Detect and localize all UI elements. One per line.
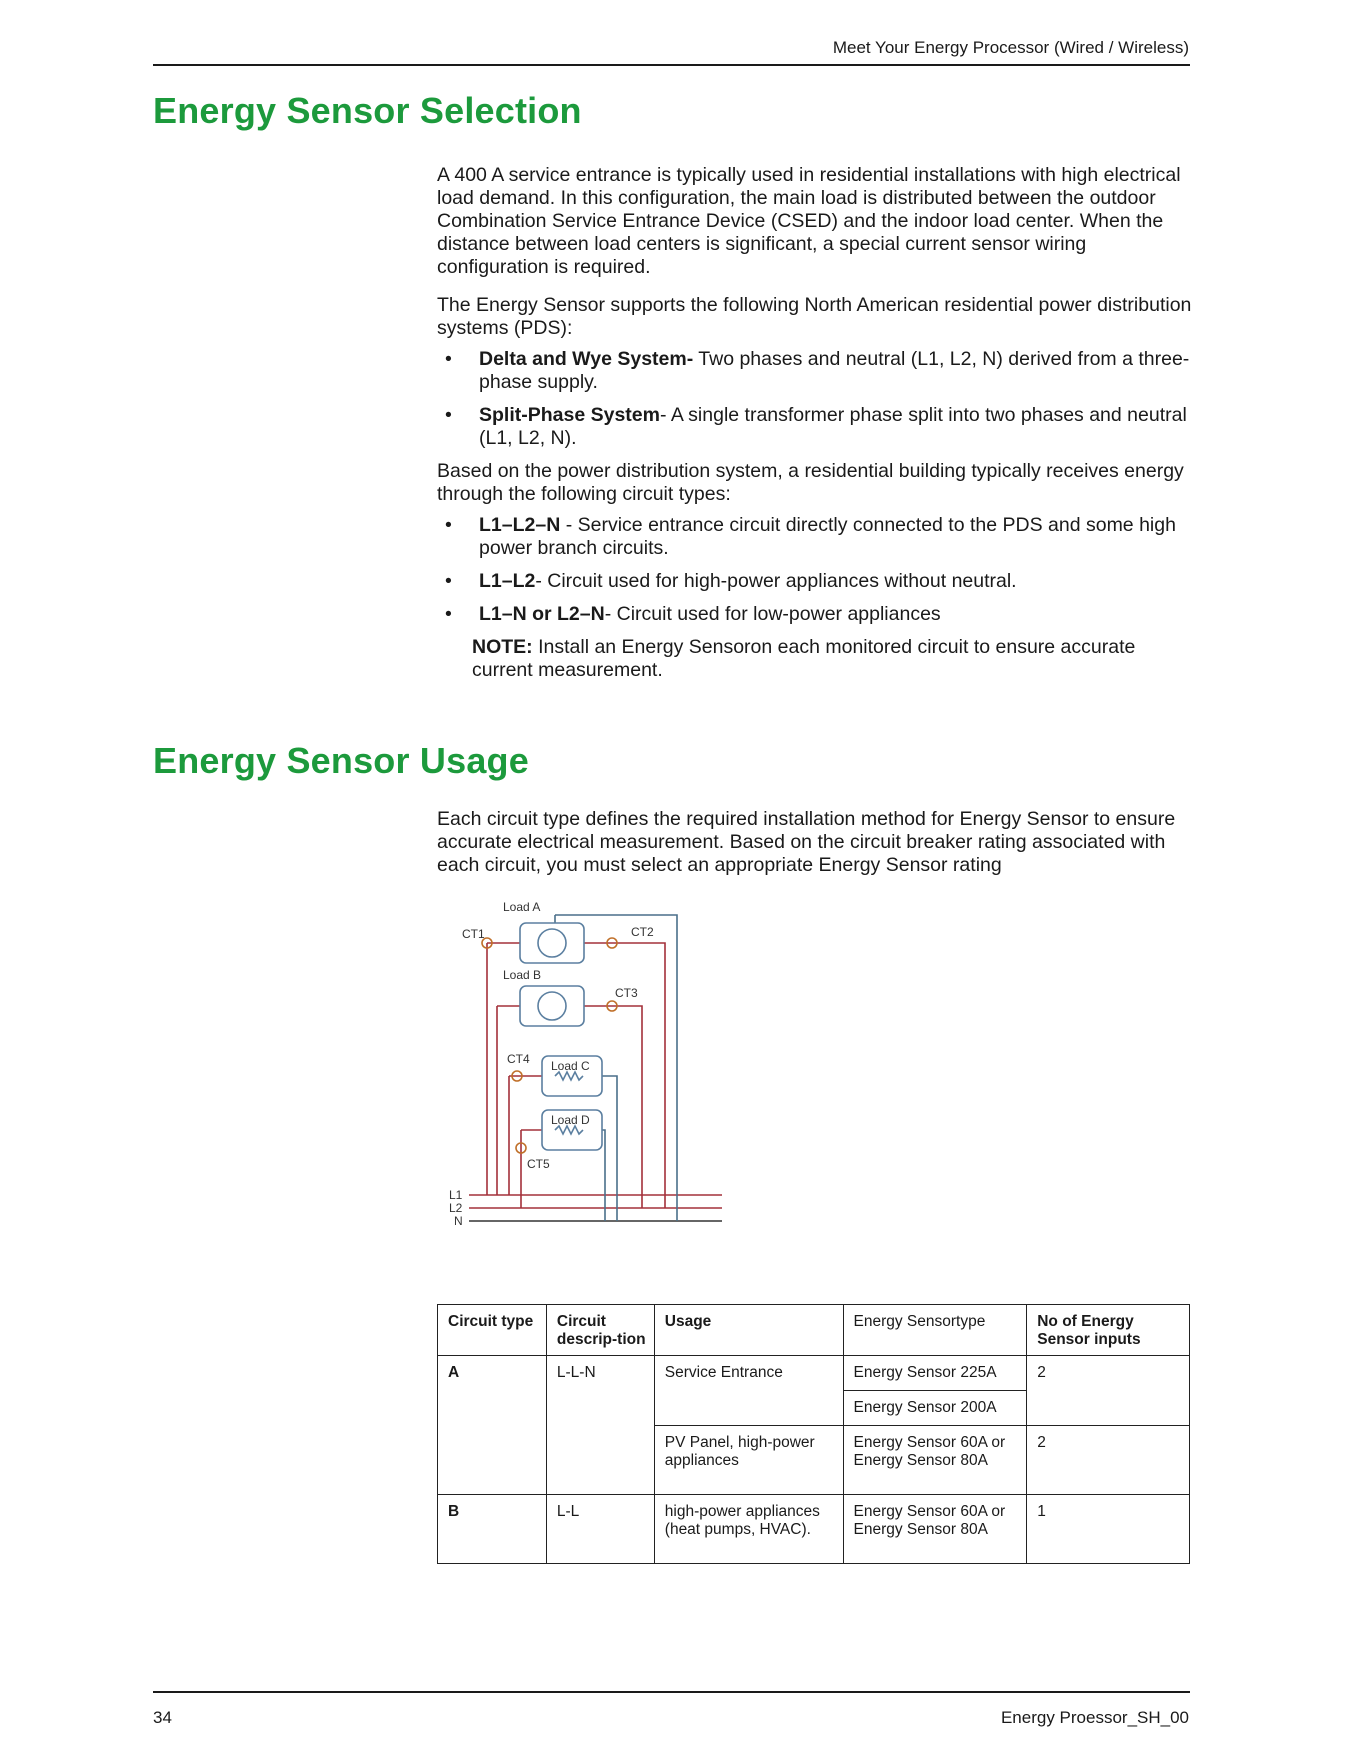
cell-usage: high-power appliances (heat pumps, HVAC). (654, 1495, 843, 1564)
label-load-a: Load A (503, 900, 541, 914)
list-item: • Split-Phase System- A single transformer phase split into two phases and neutral (L1, L2, N). (437, 404, 1197, 450)
footer-rule (153, 1691, 1190, 1693)
table-header-row (438, 1305, 1190, 1356)
pds-list (437, 348, 1197, 450)
note-text: Install an Energy Sensoron each monitored circuit to ensure accurate current measurement. (472, 636, 1136, 681)
document-id: Energy Proessor_SH_00 (1000, 1708, 1189, 1727)
label-ct2: CT2 (631, 925, 654, 939)
cell-sensor-type: Energy Sensor 200A (843, 1391, 1027, 1426)
pds-intro-paragraph: The Energy Sensor supports the following North American residential power distribution systems (PDS): (437, 294, 1192, 339)
usage-intro-paragraph: Each circuit type defines the required installation method for Energy Sensor to ensure accurate electrical measurement. Based on the circuit breaker rating associated with each circuit, you must select an appropriate Energy Sensor rating (437, 808, 1176, 876)
running-header: Meet Your Energy Processor (Wired / Wireless) (832, 38, 1189, 57)
label-ct1: CT1 (462, 927, 485, 941)
list-item: • L1–L2–N - Service entrance circuit directly connected to the PDS and some high power branch circuits. (437, 514, 1197, 560)
section-title-selection: Energy Sensor Selection (153, 90, 582, 131)
header-circuit-type: Circuit type (438, 1305, 547, 1356)
installation-note (437, 636, 1197, 682)
cell-circuit-description: L-L (546, 1495, 654, 1564)
page-number: 34 (153, 1708, 172, 1727)
list-item: • L1–L2- Circuit used for high-power appliances without neutral. (437, 570, 1197, 593)
cell-usage: PV Panel, high-power appliances (654, 1426, 843, 1495)
header-circuit-description: Circuit descrip-tion (546, 1305, 654, 1356)
header-sensor-type: Energy Sensortype (843, 1305, 1027, 1356)
cell-sensor-type: Energy Sensor 60A or Energy Sensor 80A (843, 1426, 1027, 1495)
header-sensor-inputs: No of Energy Sensor inputs (1027, 1305, 1190, 1356)
cell-usage: Service Entrance (654, 1356, 843, 1426)
label-l2: L2 (449, 1201, 463, 1215)
list-item: • Delta and Wye System- Two phases and neutral (L1, L2, N) derived from a three-phase supply. (437, 348, 1197, 394)
cell-sensor-inputs: 2 (1027, 1426, 1190, 1495)
cell-circuit-type: A (438, 1356, 547, 1495)
label-load-b: Load B (503, 968, 542, 982)
label-ct5: CT5 (527, 1157, 550, 1171)
list-item: • L1–N or L2–N- Circuit used for low-power appliances (437, 603, 1197, 626)
cell-circuit-description: L-L-N (546, 1356, 654, 1495)
label-load-d: Load D (551, 1113, 590, 1127)
section-title-usage: Energy Sensor Usage (153, 740, 529, 781)
cell-sensor-inputs: 1 (1027, 1495, 1190, 1564)
selection-intro-paragraph: A 400 A service entrance is typically used in residential installations with high electrical load demand. In this configuration, the main load is distributed between the outdoor Combination Service Entrance Device (CSED) and the indoor load center. When the distance between load centers is significant, a special current sensor wiring configuration is required. (437, 164, 1181, 278)
usage-body (437, 808, 1197, 877)
selection-body (437, 164, 1197, 682)
note-label: NOTE: (472, 636, 533, 658)
table-row (438, 1356, 1190, 1391)
cell-circuit-type: B (438, 1495, 547, 1564)
ct-wiring-diagram (437, 893, 737, 1263)
cell-sensor-type: Energy Sensor 225A (843, 1356, 1027, 1391)
cell-sensor-inputs: 2 (1027, 1356, 1190, 1426)
table-row (438, 1495, 1190, 1564)
cell-sensor-type: Energy Sensor 60A or Energy Sensor 80A (843, 1495, 1027, 1564)
label-load-c: Load C (551, 1059, 590, 1073)
sensor-usage-table (437, 1304, 1190, 1564)
header-usage: Usage (654, 1305, 843, 1356)
label-n: N (454, 1214, 463, 1228)
header-rule (153, 64, 1190, 66)
label-ct3: CT3 (615, 986, 638, 1000)
label-l1: L1 (449, 1188, 463, 1202)
circuit-types-list (437, 514, 1197, 626)
label-ct4: CT4 (507, 1052, 530, 1066)
circuit-types-paragraph: Based on the power distribution system, a residential building typically receives energy through the following circuit types: (437, 460, 1184, 505)
